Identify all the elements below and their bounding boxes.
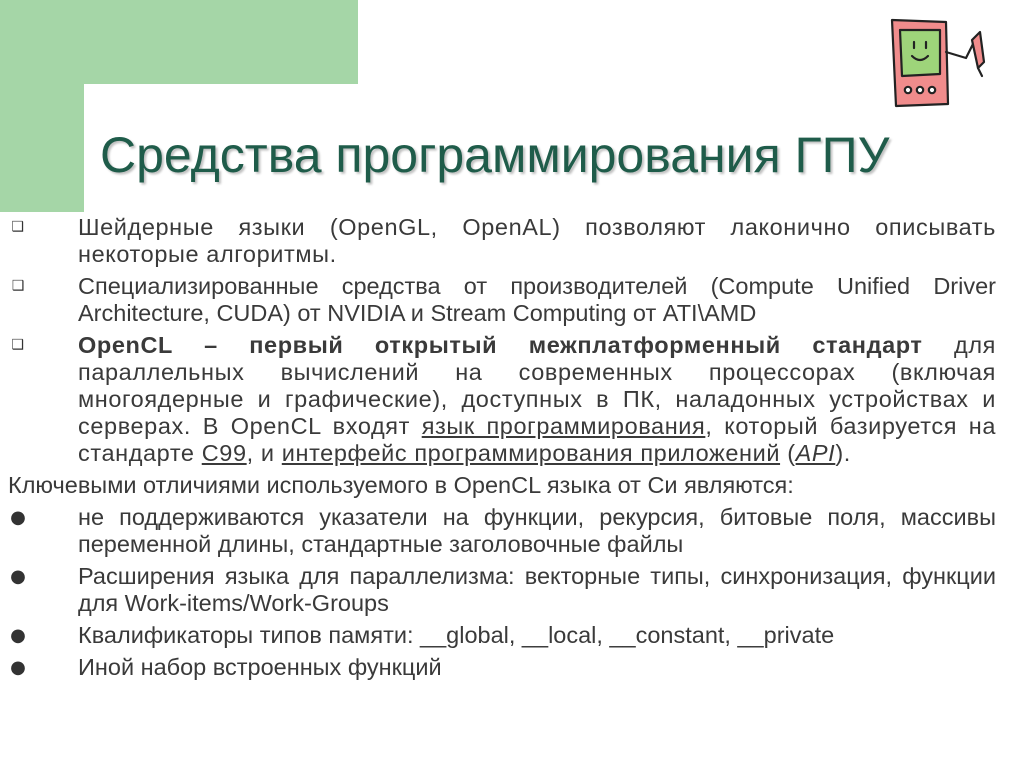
list-item-text: Шейдерные языки (OpenGL, OpenAL) позволяют лаконично описывать некоторые алгоритмы. bbox=[78, 214, 996, 267]
list-item-text: не поддерживаются указатели на функции, рекурсия, битовые поля, массивы переменной длины, стандартные заголовочные файлы bbox=[78, 504, 996, 557]
slide-content bbox=[8, 214, 996, 686]
list-item-text: , который базируется на стандарте bbox=[78, 413, 997, 466]
api-link[interactable]: API bbox=[795, 440, 836, 466]
dot-bullet-icon: ● bbox=[10, 507, 26, 528]
pda-clipart-icon bbox=[880, 12, 1000, 112]
list-item bbox=[8, 563, 996, 617]
list-item-text: , и bbox=[246, 440, 282, 466]
list-item-text: Квалификаторы типов памяти: __global, __local, __constant, __private bbox=[78, 622, 835, 648]
decor-green-left bbox=[0, 84, 84, 212]
list-item bbox=[8, 332, 996, 467]
list-item bbox=[8, 622, 996, 649]
list-item-text: Расширения языка для параллелизма: векторные типы, синхронизация, функции для Work-items/Work-Groups bbox=[78, 563, 996, 616]
list-item-text: Иной набор встроенных функций bbox=[78, 654, 442, 680]
list-item-text: Специализированные средства от производителей (Compute Unified Driver Architecture, CUDA) от NVIDIA и Stream Computing от ATI\AMD bbox=[78, 273, 996, 326]
dot-bullet-icon: ● bbox=[10, 566, 26, 587]
list-item bbox=[8, 273, 996, 327]
c99-link[interactable]: C99 bbox=[201, 440, 247, 466]
page-title: Средства программирования ГПУ bbox=[100, 127, 890, 183]
list-item-text: ). bbox=[835, 440, 851, 466]
list-item-text: для параллельных вычислений на современных процессорах (включая многоядерные и графические), доступных в ПК, наладонных устройствах и серверах. В OpenCL входят bbox=[78, 332, 996, 439]
list-item bbox=[8, 214, 996, 268]
square-bullet-icon: ❑ bbox=[11, 278, 25, 294]
dot-bullet-icon: ● bbox=[10, 625, 26, 646]
square-bullet-icon: ❑ bbox=[11, 219, 25, 235]
opencl-bold-text: OpenCL – первый открытый межплатформенный стандарт bbox=[78, 332, 923, 358]
dot-bullet-icon: ● bbox=[10, 657, 26, 678]
app-programming-interface-link[interactable]: интерфейс программирования приложений bbox=[281, 440, 781, 466]
square-bullet-icon: ❑ bbox=[11, 337, 25, 353]
programming-language-link[interactable]: язык программирования bbox=[421, 413, 706, 439]
list-item bbox=[8, 504, 996, 558]
decor-green-top bbox=[0, 0, 358, 84]
list-item-text: ( bbox=[780, 440, 796, 466]
intro-text: Ключевыми отличиями используемого в OpenCL языка от Си являются: bbox=[8, 472, 794, 498]
list-item bbox=[8, 654, 996, 681]
